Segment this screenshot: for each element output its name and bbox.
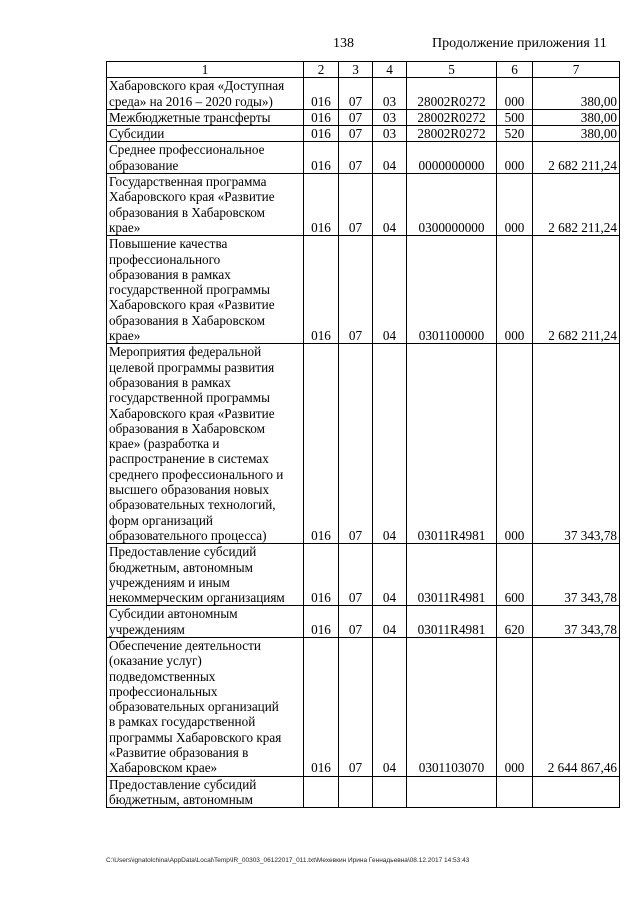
column-number: 4 [373, 62, 407, 78]
amount-cell: 37 343,78 [533, 606, 620, 638]
col-4-cell: 04 [373, 142, 407, 174]
col-5-cell: 28002R0272 [407, 109, 497, 125]
col-5-cell: 0301100000 [407, 236, 497, 344]
table-row [107, 544, 620, 606]
table-row [107, 606, 620, 638]
col-2-cell [304, 776, 339, 808]
col-3-cell: 07 [339, 142, 373, 174]
page-number: 138 [333, 36, 354, 51]
row-name [107, 236, 304, 344]
col-2-cell: 016 [304, 78, 339, 110]
row-name [107, 776, 304, 808]
col-4-cell: 04 [373, 344, 407, 544]
col-2-cell: 016 [304, 544, 339, 606]
col-2-cell: 016 [304, 142, 339, 174]
row-name-line: Хабаровского края «Развитие [109, 297, 275, 313]
col-4-cell: 04 [373, 236, 407, 344]
col-4-cell: 03 [373, 109, 407, 125]
col-6-cell: 000 [497, 142, 533, 174]
col-5-cell: 0000000000 [407, 142, 497, 174]
col-2-cell: 016 [304, 606, 339, 638]
row-name-line: образования в рамках [109, 374, 231, 390]
row-name-line: крае» (разработка и [109, 436, 220, 452]
row-name-line: Субсидии [109, 126, 165, 142]
col-3-cell: 07 [339, 637, 373, 776]
table-row [107, 236, 620, 344]
col-5-cell: 0301103070 [407, 637, 497, 776]
column-number: 7 [533, 62, 620, 78]
col-2-cell: 016 [304, 109, 339, 125]
row-name-line: образования в Хабаровском [109, 204, 265, 220]
row-name [107, 126, 304, 142]
row-name-line: профессиональных [109, 683, 218, 699]
row-name-line: Предоставление субсидий [109, 544, 257, 560]
row-name-line: Среднее профессиональное [109, 142, 265, 158]
row-name-line: образовательных технологий, [109, 497, 276, 513]
table-row [107, 174, 620, 236]
row-name-line: «Развитие образования в [109, 745, 249, 761]
col-3-cell [339, 776, 373, 808]
row-name [107, 78, 304, 110]
table-body [107, 62, 620, 808]
row-name [107, 142, 304, 174]
row-name-line: форм организаций [109, 512, 213, 528]
row-name-line: Межбюджетные трансферты [109, 109, 271, 125]
row-name-line: крае» [109, 219, 141, 235]
col-2-cell: 016 [304, 236, 339, 344]
row-name-line: бюджетным, автономным [109, 559, 253, 575]
table-row [107, 637, 620, 776]
row-name-line: образование [109, 157, 179, 173]
row-name-line: в рамках государственной [109, 714, 256, 730]
table-row [107, 344, 620, 544]
amount-cell: 2 682 211,24 [533, 236, 620, 344]
row-name [107, 637, 304, 776]
row-name-line: образования в Хабаровском [109, 312, 265, 328]
row-name-line: Хабаровском крае» [109, 760, 218, 776]
amount-cell: 2 644 867,46 [533, 637, 620, 776]
amount-cell: 37 343,78 [533, 344, 620, 544]
col-3-cell: 07 [339, 606, 373, 638]
row-name-line: крае» [109, 328, 141, 344]
column-number: 6 [497, 62, 533, 78]
col-6-cell: 000 [497, 174, 533, 236]
col-3-cell: 07 [339, 109, 373, 125]
column-number: 1 [107, 62, 304, 78]
col-2-cell: 016 [304, 174, 339, 236]
col-6-cell [497, 776, 533, 808]
row-name-line: бюджетным, автономным [109, 791, 253, 807]
row-name-line: подведомственных [109, 668, 216, 684]
row-name-line: некоммерческим организациям [109, 590, 285, 606]
row-name-line: Мероприятия федеральной [109, 344, 262, 360]
row-name-line: образования в Хабаровском [109, 420, 265, 436]
col-3-cell: 07 [339, 174, 373, 236]
col-5-cell: 28002R0272 [407, 126, 497, 142]
row-name [107, 109, 304, 125]
col-4-cell: 04 [373, 544, 407, 606]
col-5-cell: 03011R4981 [407, 544, 497, 606]
col-3-cell: 07 [339, 126, 373, 142]
row-name-line: распространение в системах [109, 451, 269, 467]
col-2-cell: 016 [304, 344, 339, 544]
col-2-cell: 016 [304, 637, 339, 776]
col-4-cell [373, 776, 407, 808]
amount-cell: 380,00 [533, 126, 620, 142]
row-name [107, 544, 304, 606]
col-6-cell: 000 [497, 78, 533, 110]
col-5-cell [407, 776, 497, 808]
table-row [107, 109, 620, 125]
row-name-line: государственной программы [109, 390, 270, 406]
row-name [107, 606, 304, 638]
row-name-line: учреждениям и иным [109, 574, 230, 590]
amount-cell: 380,00 [533, 78, 620, 110]
col-3-cell: 07 [339, 78, 373, 110]
table-row [107, 126, 620, 142]
row-name-line: образовательных организаций [109, 699, 279, 715]
row-name-line: Обеспечение деятельности [109, 637, 261, 653]
row-name-line: Субсидии автономным [109, 606, 238, 622]
row-name [107, 174, 304, 236]
column-number: 2 [304, 62, 339, 78]
row-name-line: государственной программы [109, 282, 270, 298]
col-5-cell: 28002R0272 [407, 78, 497, 110]
file-path-footer: C:\Users\ignatolchina\AppData\Local\Temp\IR_00303_06122017_011.txt\Мехевкин Ирина Геннадьевна\08.12.2017 14:53:43 [106, 857, 470, 864]
row-name-line: (оказание услуг) [109, 653, 202, 669]
row-name-line: образовательного процесса) [109, 527, 267, 543]
amount-cell: 2 682 211,24 [533, 174, 620, 236]
col-5-cell: 0300000000 [407, 174, 497, 236]
column-number-row [107, 62, 620, 78]
col-6-cell: 000 [497, 637, 533, 776]
amount-cell [533, 776, 620, 808]
col-6-cell: 500 [497, 109, 533, 125]
column-number: 5 [407, 62, 497, 78]
row-name-line: Хабаровского края «Развитие [109, 189, 275, 205]
row-name-line: Государственная программа [109, 174, 267, 190]
row-name [107, 344, 304, 544]
table-row [107, 78, 620, 110]
row-name-line: программы Хабаровского края [109, 729, 282, 745]
row-name-line: Хабаровского края «Доступная [109, 78, 285, 94]
row-name-line: профессионального [109, 251, 221, 267]
col-2-cell: 016 [304, 126, 339, 142]
col-6-cell: 000 [497, 236, 533, 344]
col-6-cell: 000 [497, 344, 533, 544]
col-3-cell: 07 [339, 544, 373, 606]
table-row [107, 142, 620, 174]
row-name-line: Предоставление субсидий [109, 776, 257, 792]
col-4-cell: 03 [373, 78, 407, 110]
col-4-cell: 03 [373, 126, 407, 142]
row-name-line: Повышение качества [109, 236, 228, 252]
column-number: 3 [339, 62, 373, 78]
col-6-cell: 520 [497, 126, 533, 142]
row-name-line: учреждениям [109, 621, 185, 637]
amount-cell: 380,00 [533, 109, 620, 125]
row-name-line: среднего профессионального и [109, 466, 284, 482]
amount-cell: 37 343,78 [533, 544, 620, 606]
col-4-cell: 04 [373, 637, 407, 776]
budget-table [106, 61, 620, 808]
continuation-label: Продолжение приложения 11 [432, 36, 607, 51]
row-name-line: высшего образования новых [109, 482, 270, 498]
col-6-cell: 620 [497, 606, 533, 638]
row-name-line: Хабаровского края «Развитие [109, 405, 275, 421]
table-row [107, 776, 620, 808]
col-4-cell: 04 [373, 174, 407, 236]
amount-cell: 2 682 211,24 [533, 142, 620, 174]
row-name-line: образования в рамках [109, 266, 231, 282]
col-6-cell: 600 [497, 544, 533, 606]
col-4-cell: 04 [373, 606, 407, 638]
col-5-cell: 03011R4981 [407, 606, 497, 638]
row-name-line: среда» на 2016 – 2020 годы») [109, 93, 273, 109]
row-name-line: целевой программы развития [109, 359, 275, 375]
col-5-cell: 03011R4981 [407, 344, 497, 544]
col-3-cell: 07 [339, 344, 373, 544]
col-3-cell: 07 [339, 236, 373, 344]
